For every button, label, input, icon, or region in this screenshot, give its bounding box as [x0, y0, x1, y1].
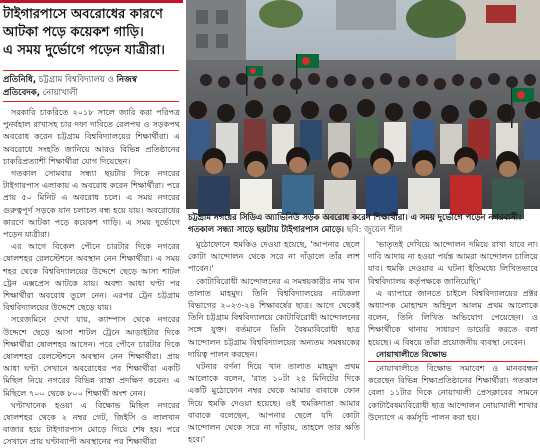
paragraph: 'ভাতৃতই দেখিয়ে আন্দোলন দমিয়ে রাখা যাবে না। দাবি আদায় না হওয়া পর্যন্ত আমরা আন্দোলন চালিয়ে যাব। হুমকি দেওয়ার এ ঘটনা ইতিমধ্যে লিখিতভাবে বিশ্ববিদ্যালয় কর্তৃপক্ষকে জানিয়েছি।': [368, 239, 538, 286]
pull-quote-line-3: এ সময় দুর্ভোগে পড়েন যাত্রীরা।: [3, 43, 165, 58]
protest-photo-illustration: [186, 0, 540, 209]
byline: [0, 74, 183, 100]
caption-credit: ছবি: জুয়েল শীল: [344, 224, 403, 234]
photo-caption: [188, 211, 538, 235]
byline-own-line2-label: প্রতিবেদক,: [3, 88, 40, 98]
column-divider: [364, 236, 365, 440]
paragraph: এ ব্যাপারে জানতে চাইলে বিশ্ববিদ্যালয়ের প্রক্টর অধ্যাপক মোহাম্মদ অহিদুল আলম প্রথম আলোকে বলেন, তিনি লিখিত অভিযোগ পেয়েছেন। ও শিক্ষার্থীকে থানায় সাধারণ ডায়েরি করতে বলা হয়েছে। এ বিষয়ে তাঁরা প্রয়োজনীয় ব্যবস্থা নেবেন।: [368, 287, 538, 347]
byline-reporter-place: চট্টগ্রাম বিশ্ববিদ্যালয় ও: [36, 75, 117, 85]
byline-own-place: নোয়াখালী: [39, 88, 78, 98]
paragraph: নোয়াখালীতে বিক্ষোভ সমাবেশ ও মানববন্ধন করেছেন বিভিন্ন শিক্ষাপ্রতিষ্ঠানের শিক্ষার্থীরা। গতকাল বেলা ১১টার দিকে নোয়াখালী প্রেসক্লাবের সামনে কোটাবৈষম্যবিরোধী ছাত্র আন্দোলন নোয়াখালী শাখার উদ্যোগে এ কর্মসূচি পালন করা হয়।: [368, 363, 538, 422]
top-accent-bar: [0, 0, 183, 3]
byline-own-label: নিজস্ব: [116, 75, 137, 85]
paragraph: সরেজমিনে দেখা যায়, ক্যাম্পাস থেকে নগরের উদ্দেশে ছেড়ে আসা শাটল ট্রেনে আড়াইটার দিকে শিক্ষার্থীরা ষোলশহর আসেন। পরে পৌনে চারটার দিকে ষোলশহর রেলস্টেশনে অবস্থান নেন শিক্ষার্থীরা। প্রায় আধা ঘণ্টা সেখানে অবরোধের পর শিক্ষার্থীরা একটি মিছিল নিয়ে নগরের বিভিন্ন রাস্তা প্রদক্ষিণ করেন। এ মিছিলে ৭০০ থেকে ৮০০ শিক্ষার্থী অংশ নেন।: [3, 314, 180, 398]
paragraph: সরকারি চাকরিতে ২০১৮ সালে জারি করা পরিপত্র পুনর্বহাল রাখাসহ চার দফা দাবিতে রেলপথ ও সড়কপথ অবরোধ করেন চট্টগ্রাম বিশ্ববিদ্যালয়ের শিক্ষার্থীরা। এ অবরোধে সংহতি জানিয়ে আরও বিভিন্ন প্রতিষ্ঠানের চাকরিপ্রত্যাশী শিক্ষার্থীরা যোগ দিয়েছেন।: [3, 107, 180, 166]
left-column: [0, 0, 183, 447]
paragraph: মুঠোফোনে হুমকিও দেওয়া হয়েছে, 'আপনার ছেলে কোটা আন্দোলন থেকে সরে না দাঁড়ালে তাঁর লাশ পাবেন।': [188, 239, 360, 274]
paragraph: ঘটনার বর্ণনা দিয়ে খান তালাত মাহমুদ প্রথম আলোকে বলেন, 'রাত ১০টা ২৫ মিনিটের দিকে একটি মুঠোফোন নম্বর থেকে আমার বাবাকে ফোন দিয়ে হুমকি দেওয়া হয়েছে। ওই হুমকিদাতা আমার বাবাকে বলেছেন, আপনার ছেলে যদি কোটা আন্দোলন থেকে সরে না দাঁড়ায়, তাহলে তার ক্ষতি হবে।': [188, 361, 360, 445]
paragraph: গতকাল সোমবার সন্ধ্যা ছয়টার দিকে নগরের টাইগারপাস এলাকায় এ অবরোধ করেন শিক্ষার্থীরা। পরে প্রায় ৫০ মিনিট এ অবরোধ চলে। এ সময় নগরের গুরুত্বপূর্ণ সড়কে যান চলাচল বন্ধ হয়ে যায়। অবরোধের কারণে আটকা পড়ে কয়েকশ গাড়ি। এ সময় দুর্ভোগে পড়েন যাত্রীরা।: [3, 168, 180, 240]
byline-rule-bottom: [3, 101, 179, 102]
byline-rule-top: [3, 70, 179, 71]
paragraph: কোটাবিরোধী আন্দোলনের এ সমন্বয়কারীর নাম খান তালাত মাহমুদ। তিনি বিশ্ববিদ্যালয়ের নাট্যকলা বিভাগের ২০২৩-২৪ শিক্ষাবর্ষের ছাত্র। আগে থেকেই তিনি চট্টগ্রাম বিশ্ববিদ্যালয়ে কোটাবিরোধী আন্দোলনের সঙ্গে যুক্ত। বর্তমানে তিনি বৈষম্যবিরোধী ছাত্র আন্দোলন চট্টগ্রাম বিশ্ববিদ্যালয়ের অন্যতম সমন্বয়কের দায়িত্ব পালন করছেন।: [188, 275, 360, 359]
caption-text: চট্টগ্রাম নগরের সিডিএ অ্যাভিনিউ সড়ক অবরোধ করেন শিক্ষার্থীরা। এ সময় দুর্ভোগে পড়েন নগরবাসী। গতকাল সন্ধ্যা সাড়ে ছয়টায় টাইগারপাস মোড়ে।: [188, 212, 522, 234]
byline-reporter-label: প্রতিনিধি,: [3, 75, 37, 85]
pull-quote-line-2: আটকা পড়ে কয়েকশ গাড়ি।: [3, 25, 144, 40]
article-body-left: [3, 106, 180, 448]
protest-photo: [186, 0, 540, 209]
paragraph: এর আগে বিকেল পৌনে চারটার দিকে নগরের ষোলশহর রেলস্টেশনে অবস্থান নেন শিক্ষার্থীরা। এ সময় শহর থেকে বিশ্ববিদ্যালয়ের উদ্দেশে ছেড়ে আসা শাটল ট্রেন এক্সপ্রেস আটকে যায়। অবশ্য আধা ঘণ্টা পর শিক্ষার্থীরা অবরোধ তুলে নেন। এরপর ট্রেন চট্টগ্রাম বিশ্ববিদ্যালয়ের উদ্দেশে ছেড়ে যায়।: [3, 241, 180, 313]
subheading: নোয়াখালীতে বিক্ষোভ: [368, 348, 538, 362]
paragraph: ঘণ্টাখানেক হওয়া এ বিক্ষোভ মিছিল নগরের ষোলশহর থেকে ২ নম্বর গেট, জিইসি ও লালখান বাজার হয়ে টাইগারপাস মোড়ে গিয়ে শেষ হয়। পরে সেখানে প্রায় ঘণ্টাব্যাপী অবস্থানের পর শিক্ষার্থীরা: [3, 399, 180, 447]
pull-quote-line-1: টাইগারপাসে অবরোধের কারণে: [3, 7, 163, 22]
pull-quote: [0, 6, 183, 58]
article-body-middle: [188, 238, 360, 445]
article-body-right: [368, 238, 538, 440]
